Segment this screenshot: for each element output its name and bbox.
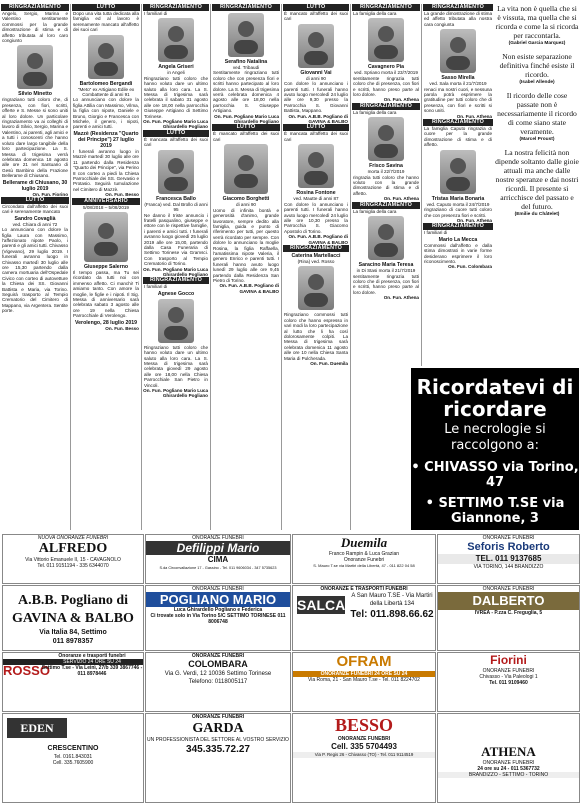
ad-dalberto: [437, 585, 580, 651]
ad-title: EDEN: [7, 718, 67, 738]
deceased-subtitle: ved. Caputo morta il 24/7/2019: [426, 201, 490, 207]
ad-line: NUOVA ONORANZE FUNEBRI: [37, 535, 109, 541]
notice-header: LUTTO: [1, 197, 69, 204]
notice-body: sentitamente ringrazia tutti coloro che di presenza, con fiori e scritti, hanno preso parte al loro dolore.: [353, 273, 419, 295]
column-divider: [421, 4, 422, 366]
ad-salca: [292, 585, 436, 651]
notice-header: RINGRAZIAMENTO: [352, 103, 420, 110]
notice-intro: È mancata all'affetto dei suoi cari: [284, 131, 348, 142]
obituary-column-1: [1, 4, 69, 314]
ad-title: OFRAM: [336, 653, 392, 670]
notice-intro: La famiglia della cara: [353, 208, 397, 214]
deceased-subtitle: in Di Stasi morta il 21/7/2019: [356, 268, 416, 274]
notice-intro: I familiari di: [144, 284, 168, 290]
ad-title: BESSO: [334, 715, 394, 735]
notice: [352, 103, 420, 202]
ad-line: IVREA - P.zza C. Freguglia, 5: [474, 610, 543, 616]
portrait-photo: [298, 266, 334, 310]
notice-place: Verolengo, 28 luglio 2019: [75, 319, 137, 326]
obituary-column-4: [212, 4, 280, 294]
deceased-subtitle: morta il 22/7/2019: [367, 169, 405, 175]
ad-line: Onoranze e trasporti funebri: [58, 653, 126, 659]
obituary-column-3: [143, 4, 209, 399]
ad-ofram: [292, 652, 436, 712]
notice-header: RINGRAZIAMENTO: [352, 4, 420, 11]
notice-header: RINGRAZIAMENTO: [423, 119, 493, 126]
ad-line: Tel: 011.898.66.62: [350, 609, 434, 620]
deceased-name: Cavagnero Pia: [367, 64, 405, 71]
notice-intro: Circondato dall'affetto dei suoi cari è serenamente mancato: [2, 203, 68, 215]
ad-line: ONORANZE FUNEBRI: [191, 714, 245, 720]
ad-line: 24 ore su 24 - 011 5367732: [477, 766, 540, 772]
ad-line: 011 8978357: [52, 638, 94, 645]
portrait-photo: [368, 117, 404, 161]
notice-signature: On. Fun. Colombara: [448, 264, 492, 270]
ad-line: Chivasso - Via Paleologi 1: [479, 674, 538, 680]
notice-body: I funerali avranno luogo in Mazzè martedì 30 luglio alle ore 11 partendo dalla Residenza "Quarto dei Principe", via Perino 8 con corteo a piedi la Chiesa Parrocchiale dei SS. Gervasio e Protasio. Seguirà tumulazione nel Cimitero di Mazzè.: [73, 148, 139, 192]
column-divider: [141, 4, 142, 530]
ad-line: Luca Ghirardello Pogliano e Federica: [173, 607, 263, 613]
ad-title: A.B.B. Pogliano di GAVINA & BALBO: [12, 593, 134, 626]
quote-text: Il ricordo delle cose passate non è necessariamente il ricordo di come siano state veramente.: [497, 91, 577, 136]
ad-line: ONORANZE FUNEBRI: [482, 760, 535, 766]
ad-line: ONORANZE E TRASPORTI FUNEBRI: [320, 586, 408, 592]
notice-intro: È mancata all'affetto dei suoi cari: [144, 136, 208, 148]
portrait-photo: [440, 150, 476, 194]
portrait-photo: [158, 299, 194, 343]
deceased-name: Giuseppe Salerno: [83, 263, 129, 270]
notice-signature: On. Fun. Pogliano Mario Luca Ghirardello Pogliano: [143, 119, 208, 130]
notice-intro: È mancato all'affetto dei suoi cari: [284, 11, 348, 22]
notice-signature: On. Fun. A.B.B. Pogliano di GAVINA & BALBO: [219, 283, 279, 294]
deceased-subtitle: (Franca) ved. Dal Brollo di anni 95: [144, 201, 208, 213]
ad-title: ALFREDO: [38, 541, 108, 556]
notice-header: LUTTO: [143, 130, 209, 137]
ad-line: ONORANZE FUNEBRI: [192, 535, 244, 541]
notice: [72, 4, 140, 198]
portrait-photo: [440, 29, 476, 73]
portrait-photo: [298, 24, 334, 68]
ad-line: Via Italia 84, Settimo: [39, 629, 107, 636]
notice-header: RINGRAZIAMENTO: [423, 223, 493, 230]
notice-signature: On. Fun. A.B.B. Pogliano di GAVINA & BALBO: [288, 113, 348, 125]
ad-line: CIMA: [207, 555, 229, 564]
ad-line: BRANDIZZO - SETTIMO - TORINO: [438, 772, 579, 778]
notice-signature: On. Fun. Pogliano Mario Luca Ghirardello Pogliano: [143, 388, 208, 399]
ad-line: Telefono: 0118005117: [188, 679, 248, 685]
quote-author: (Marcel Proust): [519, 137, 555, 142]
ad-line: ONORANZE FUNEBRI: [482, 668, 535, 674]
notice-body: Uomo di infinita bontà e generosità d'animo, grande lavoratore, sempre dedito alla famiglia, guida e punto di riferimento per tutti, per questo verrà ricordato per sempre. Con dolore lo annunciano la moglie Rosina, la figlia Raffaella, l'amatissima nipote Valeria, il genero Enrico e parenti tutti. I funerali hanno avuto luogo lunedì 29 luglio alle ore 9,45 partendo dalla Residenza San Pietro di Torino.: [213, 207, 279, 283]
notice: [143, 277, 209, 398]
ad-line: Tel. 011 9151194 - 335 6344070: [37, 563, 109, 569]
column-divider: [281, 4, 282, 530]
quote-author: (Gabriel Garcia Marquez): [508, 41, 566, 46]
deceased-name: Silvio Minetto: [18, 91, 52, 98]
notice-body: Con dolore lo annunciano i parenti tutti. I funerali hanno avuto luogo mercoledì 24 luglio alle ore 10,30 presso la Parrocchia S. Giacomo Apostolo di Torino.: [284, 201, 348, 234]
ad-line: 345.335.72.27: [186, 744, 250, 755]
deceased-name: Bartolomeo Bergandi: [79, 80, 133, 87]
notice-signature: On. Fun. Besso: [105, 325, 139, 331]
notice: [143, 130, 209, 278]
notice-intro: La famiglia Caputo ringrazia di cuore per la grande dimostrazione di stima e di affetto.: [424, 126, 492, 148]
ad-title: POGLIANO MARIO: [146, 592, 290, 607]
quote-author: (Emilie du Châtelet): [514, 212, 560, 217]
notice-body: Ringraziano commossi tutti coloro che hanno espresso in vari modi la loro partecipazione al lutto che li ha così dolorosamente colpiti. La Messa di trigesima sarà celebrata domenica 11 agosto alle ore 10 nella Chiesa Santa Maria di Pulcherada.: [284, 312, 348, 361]
column-divider: [210, 4, 211, 530]
ad-title: ROSSO: [3, 663, 50, 678]
ad-line: Onoranze Funebri: [343, 557, 385, 563]
ad-line: ONORANZE FUNEBRI 24 ORE SU 24: [293, 671, 435, 677]
notice-place: Mazzè (Residenza "Quarto dei Principe") 27 luglio 2019: [73, 130, 139, 149]
ad-line: TEL. 011 9137685: [438, 554, 579, 564]
notice-header: RINGRAZIAMENTO: [143, 4, 209, 11]
ad-line: ONORANZE FUNEBRI: [192, 586, 244, 592]
notice-body: ringraziano tutti coloro che, di presenza, con fiori, scritti, offerte e S. Messe si sono uniti al loro dolore. Un particolare ringraziamento va ai colleghi di lavoro di Silvio, Sergio, Marina e Valentino, ai parenti, agli amici e a tutti i conoscenti che hanno voluto dare largo tangibile della loro partecipazione. La S. Messa di trigesima verrà celebrata domenica 18 agosto alle ore 21 nel Santuario di Gesù Bambino della Frazione Bellerame di Chiusano.: [2, 97, 68, 179]
notice: [1, 197, 69, 314]
obituary-column-2: [72, 4, 140, 331]
deceased-name: Caterina Martellacci: [291, 252, 341, 259]
deceased-name: Saracino Maria Teresa: [358, 262, 414, 269]
ad-line: Cell. 335 5704493: [331, 742, 397, 751]
portrait-photo: [158, 18, 194, 62]
ad-line: ONORANZE FUNEBRI: [482, 586, 535, 592]
ad-line: S. Mauro T.se via Martiri della Libertà, 47 - 011 822 04 58: [313, 563, 415, 568]
deceased-subtitle: ved. Mautte di anni 87: [293, 196, 339, 202]
notice-intro: Angelo, Sergio, Marina e Valentino sentitamente commossi per la grande dimostrazione di stima e di affetto tributata al loro caro congiunto: [2, 11, 68, 44]
ad-seforis: [437, 534, 580, 584]
column-divider: [70, 4, 71, 530]
notice-signature: On. Fun. Athena: [456, 217, 492, 223]
ad-line: Cell. 335.7605900: [52, 760, 94, 766]
deceased-name: Giovanni Vai: [300, 69, 332, 76]
ad-alfredo: [2, 534, 144, 584]
notice: [352, 202, 420, 301]
ad-line: UN PROFESSIONISTA DEL SETTORE AL VOSTRO SERVIZIO: [147, 737, 289, 743]
deceased-name: Sandro Covaglià: [14, 215, 56, 222]
ad-colombara: [145, 652, 291, 712]
ad-besso: [292, 713, 436, 803]
notice-header: LUTTO: [283, 4, 349, 11]
notice-signature: On. Fun. Pogliano Mario Luca Ghirardello Pogliano: [143, 266, 208, 277]
notice-header: LUTTO: [72, 4, 140, 11]
notice-header: RINGRAZIAMENTO: [212, 4, 280, 11]
notice-signature: On. Fun. Athena: [383, 196, 419, 202]
notice-header: LUTTO: [212, 124, 280, 131]
ad-line: Via P. Regis 26 - Chivasso (TO) - Tel. 011 9114519: [293, 752, 435, 758]
notice-signature: On. Fun. Besso: [105, 192, 139, 198]
deceased-subtitle: (Rina) ved. Rosso: [297, 258, 335, 264]
notice-body: Ne danno il triste annuncio i fratelli pasqualino, giuseppe e ettore con le rispettive famiglie, i parenti e amici tutti. I funerali avranno luogo giovedì 25 luglio 2019 alle ore 15,00, partendo dalla Casa Funeraria di Settimo Torinese via Gramsci. Con trasporto al Tempio Crematorio di Torino.: [144, 212, 208, 267]
portrait-photo: [368, 18, 404, 62]
notice-signature: On. Fun. A.B.B. Pogliano di GAVINA & BALBO: [288, 234, 348, 245]
ad-title: GARDA: [192, 721, 244, 736]
ad-title: SALCA: [297, 597, 346, 613]
notice-body: sentitamente ringrazia tutti coloro che di presenza, con fiori e scritti, hanno preso parte al loro dolore.: [353, 75, 419, 98]
column-divider: [350, 4, 351, 530]
notice-body: Il tempo passa, ma Tu sei ricordato da tutti noi con immenso affetto. Ci manchi! Ti amiamo tanto. Con amore la moglie, le figlie e i nipoti. Il Sig. Messa di anniversario sarà celebrata sabato 3 agosto alle ore 19 nella Chiesa Parrocchiale di Verolengo.: [73, 269, 139, 319]
notice-body: ringraziano di cuore tutti coloro che con presenza fiori e scritti.: [424, 207, 492, 218]
portrait-photo: [17, 45, 53, 89]
reminder-title: Ricordatevi di ricordare: [416, 375, 574, 421]
notice: [212, 124, 280, 294]
obituary-column-7: [423, 4, 493, 366]
ad-fiorini: [437, 652, 580, 712]
deceased-name: Mario La Mecca: [438, 236, 478, 243]
portrait-photo: [368, 216, 404, 260]
portrait-photo: [84, 212, 128, 262]
deceased-subtitle: ved. Spriano morta il 23/7/2019: [354, 70, 418, 76]
ad-pogliano-mario: [145, 585, 291, 651]
deceased-name: Giacomo Borghetti: [222, 196, 270, 203]
deceased-subtitle: "Meto" ex Artigiano Edile ex Combattente di anni 91: [77, 86, 135, 98]
notice-intro: Dopo una vita tutta dedicata alla famiglia ed al lavoro è serenamente mancato all'affetto dei suoi cari: [73, 11, 139, 33]
ad-line: S.da Circonvallazione 17 - Gassino - Tel. 011 9606034 - 347 5735623: [159, 566, 277, 570]
ad-line: Via G. Verdi, 12 10036 Settimo Torinese: [164, 671, 272, 677]
reminder-subtitle: Le necrologie si raccolgono a:: [444, 422, 546, 453]
notice-intro: La grande dimostrazione di stima ed affetto tributata alla nostra cara congiunta: [424, 11, 492, 27]
notice-body: Ringraziano tutti coloro che hanno voluto dare un ultimo saluto alla loro cara. La S. Messa di trigesima sarà celebrata giovedì 29 agosto alle ore 18,00 nella Chiesa Parrocchiale San Pietro in Vincoli.: [144, 344, 208, 388]
ad-line: Via Roma, 21 - San Mauro T.se - Tel. 011 8224702: [308, 677, 420, 683]
notice-body: Lo annunciano con dolore la figlia Laura con Massimo, l'affezionato nipote Paolo, i parenti e gli amici tutti. Chivasso (Vigevano), 29 luglio 2019. I funerali avranno luogo in Chivasso martedì 30 luglio alle ore 15,30 partendo dalla camera mortuaria dell'Ospedale Civico con corteo di autovetture la Chiesa dei SS. Giovanni Battista e Maria, via Torino. Seguirà trasporto al Tempio Crematorio del Cimitero di Mappano, via Argentera. Sentite porte.: [2, 227, 68, 314]
notice-body: Sentitamente ringraziano tutti coloro che con presenza fiori e scritti hanno partecipato al loro dolore. La S. Messa di trigesima verrà celebrata domenica 4 agosto alle ore 18,00 nella parrocchia S. Giuseppe Artigiano.: [213, 70, 279, 114]
ad-eden: [2, 713, 144, 803]
reminder-address: • CHIVASSO via Torino, 47: [411, 460, 579, 490]
ad-title: Seforis Roberto: [467, 541, 550, 553]
notice: [352, 4, 420, 103]
ad-title: COLOMBARA: [188, 659, 248, 669]
deceased-name: Serafino Natalina: [224, 59, 268, 65]
notice-dates: 5/08/2018 – 5/08/2019: [83, 204, 129, 210]
notice-intro: I familiari di: [424, 230, 448, 236]
deceased-name: Tristas Maria Bonaria: [431, 195, 485, 202]
ad-title: Fiorini: [490, 653, 527, 667]
notice-intro: I familiari di: [144, 11, 168, 16]
ad-title: Defilippi Mario: [146, 541, 290, 555]
notice-signature: On. Fun. Athena: [383, 97, 419, 103]
notice-body: Ringraziano tutti coloro che hanno voluto dare un ultimo saluto alla loro cara. La S. Messa di trigesima sarà celebrata il sabato 31 agosto alle ore 18,00 nella parrocchia Giuseppe Artigiano di Settimo Torinese.: [144, 75, 208, 119]
ad-line: ONORANZE FUNEBRI: [337, 736, 391, 742]
notice-header: RINGRAZIAMENTO: [143, 277, 209, 284]
ad-garda: [145, 713, 291, 803]
notice: [283, 4, 349, 124]
deceased-name: Angela Griseri: [158, 64, 194, 71]
deceased-subtitle: ved. Sala morta il 21/7/2019: [429, 81, 487, 87]
notice-header: ANNIVERSARIO: [72, 198, 140, 205]
deceased-subtitle: di anni 90: [236, 202, 256, 208]
ad-line: Settimo T.se - Via Leinì, 27/b 339 3867746 - 011 8978446: [41, 665, 143, 677]
notice: [72, 198, 140, 331]
notice: [423, 223, 493, 269]
ad-rosso: [2, 652, 144, 712]
notice-signature: On. Fun. Fiorino: [32, 191, 68, 197]
ad-title: DALBERTO: [438, 592, 579, 610]
ad-line: Ci trovate solo in Via Torino 5/C SETTIMO TORINESE 011 8006748: [150, 613, 286, 625]
quote-text: La vita non è quella che si è vissuta, ma quella che si ricorda e come la si ricorda per raccontarla.: [495, 4, 579, 40]
portrait-photo: [88, 35, 124, 79]
ad-athena: [437, 713, 580, 803]
ad-title: ATHENA: [481, 744, 536, 759]
ad-line: ONORANZE FUNEBRI: [482, 535, 535, 541]
ad-line: Tel. 011 9109460: [489, 680, 528, 686]
ad-defilippi: [145, 534, 291, 584]
notice: [423, 119, 493, 223]
notice-signature: On. Fun. Pogliano Mario Luca Ghirardello Pogliano: [214, 113, 279, 125]
deceased-subtitle: in Angeli: [167, 70, 185, 76]
deceased-name: Rosina Fontone: [296, 190, 336, 197]
notice-signature: On. Fun. Athena: [383, 295, 419, 301]
notice: [143, 4, 209, 130]
notice-intro: È mancato all'affetto dei suoi cari: [213, 131, 279, 142]
deceased-name: Frisco Savina: [369, 163, 403, 170]
notice: [283, 245, 349, 366]
notice-body: ringrazia tutti coloro che hanno voluto con la grande dimostrazione di stima e di affetto.: [353, 174, 419, 196]
ad-line: A San Mauro T.SE - Via Martiri della Libertà 134: [351, 593, 433, 607]
notice-intro: La famiglia della cara: [353, 109, 397, 115]
ad-title: Duemila: [340, 535, 388, 550]
notice-header: LUTTO: [283, 124, 349, 131]
notice-signature: On. Fun. Duemila: [310, 361, 348, 366]
ad-abb-pogliano: [2, 585, 144, 651]
notice-body: Commossi dall'affetto e dalla stima dimostrati in varie forme desiderano esprimere il loro riconoscimento.: [424, 242, 492, 264]
portrait-photo: [224, 144, 268, 194]
ad-line: SERVIZIO 24 ORE SU 24: [3, 659, 143, 665]
notice: [283, 124, 349, 244]
quotes-column: [495, 4, 579, 223]
deceased-name: Agnese Gocco: [157, 290, 195, 297]
notice-body: Lo annunciano con dolore la figlia Attilia con Massimo, Vilma, la figlia con nipote, Daniele e Bruno, Giorgio e Francesca con Michele, il genero, i nipoti, parenti e amici tutti.: [73, 97, 139, 130]
notice-header: RINGRAZIAMENTO: [352, 202, 420, 209]
portrait-photo: [298, 144, 334, 188]
ad-line: CRESCENTINO: [47, 745, 99, 752]
notice: [423, 4, 493, 119]
quote-author: (Isabel Allende): [519, 80, 555, 85]
portrait-photo: [158, 150, 194, 194]
notice-intro: La famiglia della cara: [353, 11, 397, 16]
quote-text: La nostra felicità non dipende soltanto dalle gioie attuali ma anche dalle nostre speranze e dai nostri ricordi. Il presente si arricchisce del passato e del futuro.: [495, 148, 579, 211]
deceased-subtitle: ved. Tribaudi: [232, 65, 260, 70]
notice-body: Con dolore lo annunciano i parenti tutti. I funerali hanno avuto luogo mercoledì 24 luglio alle ore 9,30 presso la Parrocchia S. Giovanni Battista, Mappano.: [284, 81, 348, 114]
reminder-address: • SETTIMO T.SE via Giannone, 3: [425, 496, 565, 526]
ad-line: Via Vittorio Emanuele II, 15 - CAVAGNOLO: [25, 557, 121, 563]
ad-duemila: [292, 534, 436, 584]
notice-place: Bellerame di Chiusano, 30 luglio 2019: [2, 179, 68, 192]
deceased-name: Sasso Mirella: [441, 75, 475, 82]
notice-header: RINGRAZIAMENTO: [283, 245, 349, 252]
ad-line: Franco Rampin & Luca Grazian: [328, 551, 400, 557]
notice-signature: On. Fun. Athena: [456, 113, 492, 119]
obituary-column-6: [352, 4, 420, 301]
notice: [1, 4, 69, 197]
deceased-subtitle: ved. Chiara di anni 72: [12, 221, 58, 227]
notice-body: renaci ma nostri cuori, e nessuna parola potrà esprimere la gratitudine per tutti coloro che di presenza, con fiori e scritti si sono uniti.: [424, 86, 492, 114]
ad-line: ONORANZE FUNEBRI: [191, 653, 245, 659]
notice: [212, 4, 280, 124]
portrait-photo: [228, 13, 264, 57]
ad-line: Tel. 0161.843031: [53, 754, 93, 760]
notice-header: RINGRAZIAMENTO: [423, 4, 493, 11]
deceased-name: Francesca Ballo: [156, 195, 196, 202]
reminder-box: [411, 368, 579, 530]
ad-line: VIA TORINO, 144 BRANDIZZO: [473, 564, 544, 570]
quote-text: Non esiste separazione definitiva finché esiste il ricordo.: [499, 52, 575, 79]
deceased-subtitle: di anni 90: [306, 75, 326, 81]
notice-header: RINGRAZIAMENTO: [1, 4, 69, 11]
obituary-column-5: [283, 4, 349, 366]
